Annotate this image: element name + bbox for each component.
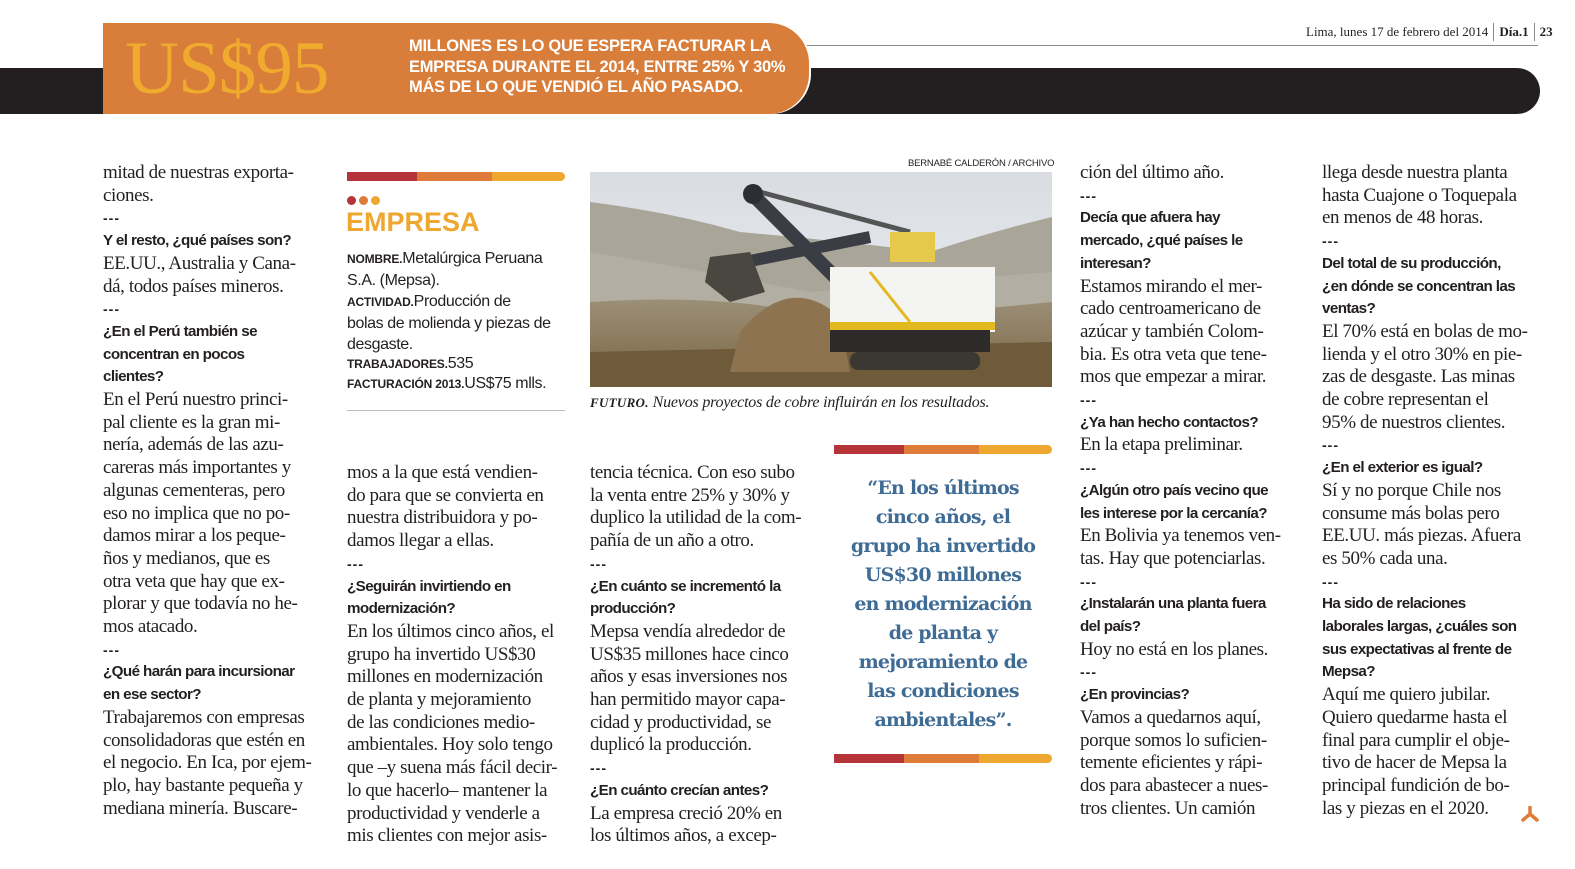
interview-answer	[1322, 480, 1544, 571]
interview-answer	[1322, 321, 1544, 435]
headline-line: MILLONES ES LO QUE ESPERA FACTURAR LA	[409, 37, 772, 55]
headline-line: MÁS DE LO QUE VENDIÓ EL AÑO PASADO.	[409, 78, 743, 96]
section-separator: ---	[1080, 664, 1097, 681]
stripe-gold	[492, 172, 565, 181]
dot-red	[347, 196, 356, 205]
folio-divider	[1493, 23, 1494, 41]
text-line: lo que hacerlo– mantener la	[347, 779, 548, 801]
text-line: productividad y venderle a	[347, 802, 540, 824]
text-line: pal cliente es la gran mi-	[103, 411, 280, 433]
text-line: 95% de nuestros clientes.	[1322, 411, 1506, 433]
text-line: dá, todos países mineros.	[103, 275, 284, 297]
text-line: nuestra distribuidora y po-	[347, 507, 538, 529]
section-separator: ---	[1080, 573, 1097, 590]
column-2	[347, 462, 569, 848]
text-line: consolidadoras que estén en	[103, 729, 305, 751]
text-line: años y esas inversiones nos	[590, 666, 788, 688]
text-line: Mepsa vendía alrededor de	[590, 620, 786, 642]
text-line: los últimos años, a excep-	[590, 825, 777, 847]
text-line: las y piezas en el 2020.	[1322, 797, 1489, 819]
text-line: Vamos a quedarnos aquí,	[1080, 706, 1261, 728]
caption-text: Nuevos proyectos de cobre influirán en los resultados.	[652, 394, 990, 411]
text-line: en ese sector?	[103, 686, 201, 704]
headline-line: EMPRESA DURANTE EL 2014, ENTRE 25% Y 30%	[409, 57, 786, 76]
dot-gold	[371, 196, 380, 205]
interview-question	[1322, 457, 1544, 480]
text-line: dos para abastecer a nues-	[1080, 774, 1268, 796]
column-4	[1080, 162, 1302, 820]
interview-question	[1322, 593, 1544, 684]
stripe-red	[347, 172, 417, 181]
stripe-gold	[979, 754, 1052, 763]
text-line: principal fundición de bo-	[1322, 774, 1510, 796]
text-line: duplicó la producción.	[590, 734, 752, 756]
fact-actividad-cont: desgaste.	[347, 336, 413, 353]
interview-question	[1080, 593, 1302, 638]
column-5	[1322, 162, 1544, 820]
text-line: han permitido mayor capa-	[590, 689, 786, 711]
text-line: mediana minería. Buscare-	[103, 797, 298, 819]
text-line: En la etapa preliminar.	[1080, 434, 1243, 456]
folio-divider	[1534, 23, 1535, 41]
quote-line: en modernización	[854, 593, 1032, 615]
text-line: lienda y el otro 30% en pie-	[1322, 343, 1522, 365]
fact-label: FACTURACIÓN 2013.	[347, 377, 465, 391]
end-of-article-icon	[1521, 806, 1539, 826]
text-line: que –y suena más fácil decir-	[347, 757, 558, 779]
text-line: ¿En cuánto crecían antes?	[590, 781, 769, 799]
fact-nombre	[347, 248, 542, 270]
three-dots-icon	[347, 196, 380, 205]
text-line: ¿En provincias?	[1080, 686, 1190, 704]
interview-question	[1080, 412, 1302, 435]
text-line: azúcar y también Colom-	[1080, 320, 1264, 342]
text-line: Estamos mirando el mer-	[1080, 275, 1262, 297]
text-line: Decía que afuera hay	[1080, 209, 1220, 227]
interview-answer	[1080, 525, 1302, 570]
text-line: Y el resto, ¿qué países son?	[103, 232, 292, 250]
text-line: de cobre representan el	[1322, 389, 1489, 411]
text-line: ¿Algún otro país vecino que	[1080, 481, 1269, 499]
text-line: final para cumplir el obje-	[1322, 729, 1510, 751]
interview-answer	[1080, 707, 1302, 821]
interview-answer	[1080, 434, 1302, 457]
column-3	[590, 462, 812, 848]
fact-label: NOMBRE.	[347, 252, 403, 266]
photo-illustration	[590, 172, 1052, 387]
section-separator: ---	[1322, 233, 1339, 250]
text-line: ¿en dónde se concentran las	[1322, 277, 1516, 295]
quote-line: grupo ha invertido	[850, 535, 1036, 557]
text-line: ciones.	[103, 184, 154, 206]
stripe-red	[834, 754, 904, 763]
empresa-box-bottom-rule	[347, 410, 565, 411]
text-line: Ha sido de relaciones	[1322, 595, 1466, 613]
text-line: de las condiciones medio-	[347, 711, 535, 733]
text-line: plo, hay bastante pequeña y	[103, 774, 303, 796]
section-separator: ---	[347, 555, 364, 572]
text-line: algunas cementeras, pero	[103, 479, 285, 501]
quote-line: las condiciones	[867, 680, 1019, 702]
section-separator: ---	[103, 210, 120, 227]
section-separator: ---	[1322, 573, 1339, 590]
pull-quote	[834, 474, 1052, 735]
text-line: eso no implica que no po-	[103, 502, 290, 524]
text-line: bia. Es otra veta que tene-	[1080, 343, 1267, 365]
text-line: careras más importantes y	[103, 457, 291, 479]
fact-actividad	[347, 291, 511, 313]
quote-stripe-top	[834, 445, 1052, 454]
text-line: cidad y productividad, se	[590, 711, 772, 733]
interview-answer	[347, 621, 569, 848]
text-line: concentran en pocos	[103, 345, 245, 363]
text-line: de planta y mejoramiento	[347, 689, 532, 711]
dot-orange	[359, 196, 368, 205]
headline	[409, 36, 799, 98]
text-line: tas. Hay que potenciarlas.	[1080, 547, 1266, 569]
text-line: plorar y que todavía no he-	[103, 593, 298, 615]
text-line: EE.UU. más piezas. Afuera	[1322, 525, 1521, 547]
quote-line: cinco años, el	[875, 506, 1011, 528]
fact-label: ACTIVIDAD.	[347, 295, 414, 309]
text-line: ambientales. Hoy solo tengo	[347, 734, 553, 756]
text-line: interesan?	[1080, 254, 1151, 272]
mining-shovel-photo	[590, 172, 1052, 387]
section-name: Día.1	[1499, 24, 1529, 39]
section-separator: ---	[590, 760, 607, 777]
text-line: Del total de su producción,	[1322, 254, 1501, 272]
text-line: del país?	[1080, 618, 1141, 636]
text-line: ¿En el exterior es igual?	[1322, 459, 1483, 477]
text-line: mos atacado.	[103, 616, 198, 638]
date: Lima, lunes 17 de febrero del 2014	[1306, 24, 1489, 39]
text-line: ¿Seguirán invirtiendo en	[347, 577, 511, 595]
interview-answer	[1080, 276, 1302, 390]
text-line: pañía de un año a otro.	[590, 530, 754, 552]
text-line: ños y medianos, que es	[103, 547, 270, 569]
stripe-orange	[904, 754, 979, 763]
interview-answer	[1080, 639, 1302, 662]
text-line: consume más bolas pero	[1322, 502, 1500, 524]
text-line: mos que empezar a mirar.	[1080, 366, 1267, 388]
text-line: mos a la que está vendien-	[347, 462, 538, 483]
interview-question	[1080, 684, 1302, 707]
fact-actividad-cont: bolas de molienda y piezas de	[347, 315, 551, 332]
photo-caption	[590, 394, 989, 412]
section-separator: ---	[1080, 187, 1097, 204]
text-line: laborales largas, ¿cuáles son	[1322, 618, 1517, 636]
text-line: Trabajaremos con empresas	[103, 706, 305, 728]
section-separator: ---	[1322, 437, 1339, 454]
text-line: damos mirar a los peque-	[103, 525, 286, 547]
text-line: ¿Ya han hecho contactos?	[1080, 413, 1259, 431]
text-line: tivo de hacer de Mepsa la	[1322, 752, 1507, 774]
interview-question	[103, 661, 325, 706]
stripe-orange	[904, 445, 979, 454]
interview-question	[1080, 207, 1302, 275]
text-line: el negocio. En Ica, por ejem-	[103, 752, 312, 774]
text-line: do para que se convierta en	[347, 484, 544, 506]
interview-answer	[1080, 162, 1302, 185]
text-line: temente eficientes y rápi-	[1080, 752, 1263, 774]
fact-value: US$75 mlls.	[464, 375, 547, 392]
interview-question	[1080, 480, 1302, 525]
text-line: En el Perú nuestro princi-	[103, 389, 288, 411]
text-line: llega desde nuestra planta	[1322, 162, 1508, 183]
text-line: damos llegar a ellas.	[347, 530, 494, 552]
section-separator: ---	[103, 301, 120, 318]
interview-answer	[103, 389, 325, 639]
text-line: les interese por la cercanía?	[1080, 504, 1267, 522]
photo-credit: BERNABÉ CALDERÓN / ARCHIVO	[908, 158, 1055, 169]
text-line: producción?	[590, 600, 676, 618]
interview-answer	[347, 462, 569, 553]
section-separator: ---	[1080, 392, 1097, 409]
quote-line: mejoramiento de	[858, 651, 1028, 673]
fact-value: Metalúrgica Peruana	[402, 250, 543, 267]
fact-trabajadores	[347, 353, 473, 375]
text-line: En los últimos cinco años, el	[347, 620, 554, 642]
text-line: En Bolivia ya tenemos ven-	[1080, 525, 1281, 547]
text-line: ción del último año.	[1080, 162, 1224, 183]
text-line: Sí y no porque Chile nos	[1322, 479, 1501, 501]
stripe-gold	[979, 445, 1052, 454]
interview-answer	[1322, 162, 1544, 230]
text-line: nería, además de las azu-	[103, 434, 284, 456]
section-separator: ---	[103, 641, 120, 658]
interview-question	[347, 576, 569, 621]
text-line: Quiero quedarme hasta el	[1322, 706, 1508, 728]
text-line: millones en modernización	[347, 666, 543, 688]
fact-value: Producción de	[413, 293, 511, 310]
page-number: 23	[1539, 24, 1553, 39]
text-line: zas de desgaste. Las minas	[1322, 366, 1515, 388]
text-line: El 70% está en bolas de mo-	[1322, 320, 1528, 342]
text-line: ventas?	[1322, 300, 1376, 318]
interview-question	[590, 576, 812, 621]
text-line: grupo ha invertido US$30	[347, 643, 536, 665]
text-line: Aquí me quiero jubilar.	[1322, 684, 1491, 706]
big-number: US$95	[125, 27, 329, 110]
caption-label: FUTURO.	[590, 395, 649, 410]
fact-nombre-cont: S.A. (Mepsa).	[347, 272, 440, 289]
text-line: clientes?	[103, 368, 164, 386]
text-line: hasta Cuajone o Toquepala	[1322, 184, 1517, 206]
text-line: ¿En el Perú también se	[103, 322, 257, 340]
text-line: duplico la utilidad de la com-	[590, 507, 802, 529]
interview-answer	[590, 621, 812, 757]
text-line: EE.UU., Australia y Cana-	[103, 252, 296, 274]
fact-label: TRABAJADORES.	[347, 357, 448, 371]
interview-question	[103, 230, 325, 253]
text-line: ¿Instalarán una planta fuera	[1080, 595, 1266, 613]
text-line: sus expectativas al frente de	[1322, 640, 1512, 658]
text-line: Mepsa?	[1322, 663, 1375, 681]
quote-line: US$30 millones	[864, 564, 1022, 586]
text-line: mis clientes con mejor asis-	[347, 825, 547, 847]
quote-line: ambientales”.	[874, 709, 1012, 731]
text-line: tencia técnica. Con eso subo	[590, 462, 795, 483]
text-line: La empresa creció 20% en	[590, 802, 782, 824]
text-line: es 50% cada una.	[1322, 547, 1448, 569]
text-line: cado centroamericano de	[1080, 298, 1261, 320]
interview-answer	[590, 803, 812, 848]
quote-line: “En los últimos	[867, 477, 1019, 499]
column-1	[103, 162, 325, 820]
text-line: mitad de nuestras exporta-	[103, 162, 294, 183]
empresa-stripe	[347, 172, 565, 181]
quote-stripe-bottom	[834, 754, 1052, 763]
folio	[1306, 23, 1553, 41]
text-line: la venta entre 25% y 30% y	[590, 484, 790, 506]
fact-value: 535	[447, 355, 474, 372]
section-separator: ---	[590, 555, 607, 572]
text-line: modernización?	[347, 600, 456, 618]
stripe-orange	[417, 172, 492, 181]
interview-answer	[103, 253, 325, 298]
interview-answer	[1322, 684, 1544, 820]
section-separator: ---	[1080, 460, 1097, 477]
text-line: otra veta que hay que ex-	[103, 570, 285, 592]
interview-answer	[103, 707, 325, 821]
quote-line: de planta y	[888, 622, 998, 644]
text-line: tros clientes. Un camión	[1080, 797, 1256, 819]
text-line: mercado, ¿qué países le	[1080, 232, 1243, 250]
interview-answer	[590, 462, 812, 553]
text-line: porque somos lo suficien-	[1080, 729, 1267, 751]
interview-question	[1322, 253, 1544, 321]
empresa-title: EMPRESA	[346, 207, 480, 237]
header-rule	[790, 45, 1538, 46]
interview-question	[590, 780, 812, 803]
text-line: en menos de 48 horas.	[1322, 207, 1483, 229]
interview-answer	[103, 162, 325, 207]
text-line: ¿En cuánto se incrementó la	[590, 577, 781, 595]
stripe-red	[834, 445, 904, 454]
text-line: US$35 millones hace cinco	[590, 643, 789, 665]
interview-question	[103, 321, 325, 389]
text-line: Hoy no está en los planes.	[1080, 638, 1269, 660]
headline-banner	[103, 23, 809, 114]
text-line: ¿Qué harán para incursionar	[103, 663, 295, 681]
fact-facturacion	[347, 373, 546, 395]
